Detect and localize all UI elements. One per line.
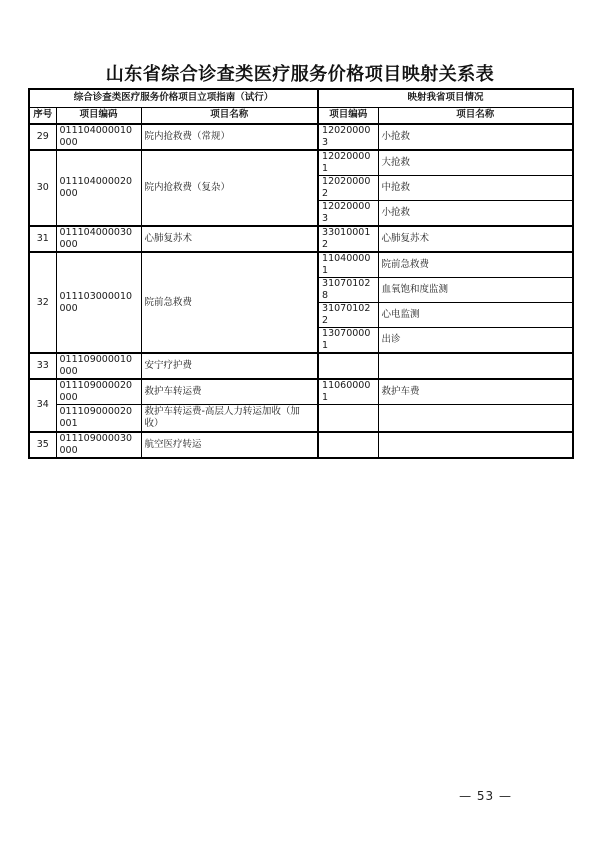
- cell-code-left: 011109000020000: [56, 379, 141, 405]
- cell-name-left: 院前急救费: [141, 252, 318, 353]
- cell-seq: 30: [29, 150, 56, 226]
- cell-code-left: 011104000030000: [56, 226, 141, 252]
- mapping-table: [28, 88, 574, 459]
- cell-name-right: 大抢救: [378, 150, 573, 176]
- cell-seq: 29: [29, 124, 56, 150]
- cell-seq: 35: [29, 432, 56, 458]
- table-row: [29, 379, 573, 405]
- table-group-header-row: [29, 89, 573, 107]
- cell-code-right: 310701028: [318, 278, 378, 303]
- group-header-right: 映射我省项目情况: [318, 89, 573, 107]
- cell-code-right: [318, 405, 378, 432]
- cell-name-right: [378, 353, 573, 379]
- cell-name-right: 血氧饱和度监测: [378, 278, 573, 303]
- table-row: [29, 252, 573, 278]
- cell-code-right: 120200002: [318, 176, 378, 201]
- cell-seq: 33: [29, 353, 56, 379]
- cell-code-left: 011104000010000: [56, 124, 141, 150]
- cell-name-right: [378, 405, 573, 432]
- table-row: [29, 124, 573, 150]
- page-title: 山东省综合诊查类医疗服务价格项目映射关系表: [105, 64, 495, 85]
- column-header-code-right: 项目编码: [318, 107, 378, 124]
- table-row: [29, 432, 573, 458]
- cell-code-right: 110400001: [318, 252, 378, 278]
- column-header-seq: 序号: [29, 107, 56, 124]
- cell-name-right: 小抢救: [378, 201, 573, 227]
- cell-name-left: 心肺复苏术: [141, 226, 318, 252]
- cell-name-right: 心肺复苏术: [378, 226, 573, 252]
- page-number: — 53 —: [459, 789, 512, 803]
- cell-name-left: 救护车转运费-高层人力转运加收（加收）: [141, 405, 318, 432]
- table-row: [29, 353, 573, 379]
- cell-seq: 34: [29, 379, 56, 432]
- cell-name-right: 中抢救: [378, 176, 573, 201]
- table-row: [29, 150, 573, 176]
- cell-code-right: 310701022: [318, 303, 378, 328]
- cell-name-left: 航空医疗转运: [141, 432, 318, 458]
- cell-code-left: 011109000020001: [56, 405, 141, 432]
- cell-code-right: 120200003: [318, 124, 378, 150]
- cell-name-right: 救护车费: [378, 379, 573, 405]
- cell-code-left: 011103000010000: [56, 252, 141, 353]
- cell-code-left: 011109000030000: [56, 432, 141, 458]
- table-row: [29, 405, 573, 432]
- cell-code-right: 120200001: [318, 150, 378, 176]
- cell-name-left: 安宁疗护费: [141, 353, 318, 379]
- cell-name-left: 救护车转运费: [141, 379, 318, 405]
- column-header-code-left: 项目编码: [56, 107, 141, 124]
- group-header-left: 综合诊查类医疗服务价格项目立项指南（试行）: [29, 89, 318, 107]
- cell-code-right: 130700001: [318, 328, 378, 354]
- table-row: [29, 226, 573, 252]
- cell-code-right: [318, 432, 378, 458]
- cell-code-left: 011109000010000: [56, 353, 141, 379]
- cell-code-right: 120200003: [318, 201, 378, 227]
- column-header-name-right: 项目名称: [378, 107, 573, 124]
- cell-name-right: 心电监测: [378, 303, 573, 328]
- cell-code-left: 011104000020000: [56, 150, 141, 226]
- cell-name-right: 院前急救费: [378, 252, 573, 278]
- cell-seq: 31: [29, 226, 56, 252]
- cell-code-right: [318, 353, 378, 379]
- cell-seq: 32: [29, 252, 56, 353]
- column-header-name-left: 项目名称: [141, 107, 318, 124]
- cell-name-right: 出诊: [378, 328, 573, 354]
- cell-name-right: 小抢救: [378, 124, 573, 150]
- cell-code-right: 330100012: [318, 226, 378, 252]
- cell-name-right: [378, 432, 573, 458]
- cell-code-right: 110600001: [318, 379, 378, 405]
- table-column-header-row: [29, 107, 573, 124]
- cell-name-left: 院内抢救费（复杂）: [141, 150, 318, 226]
- cell-name-left: 院内抢救费（常规）: [141, 124, 318, 150]
